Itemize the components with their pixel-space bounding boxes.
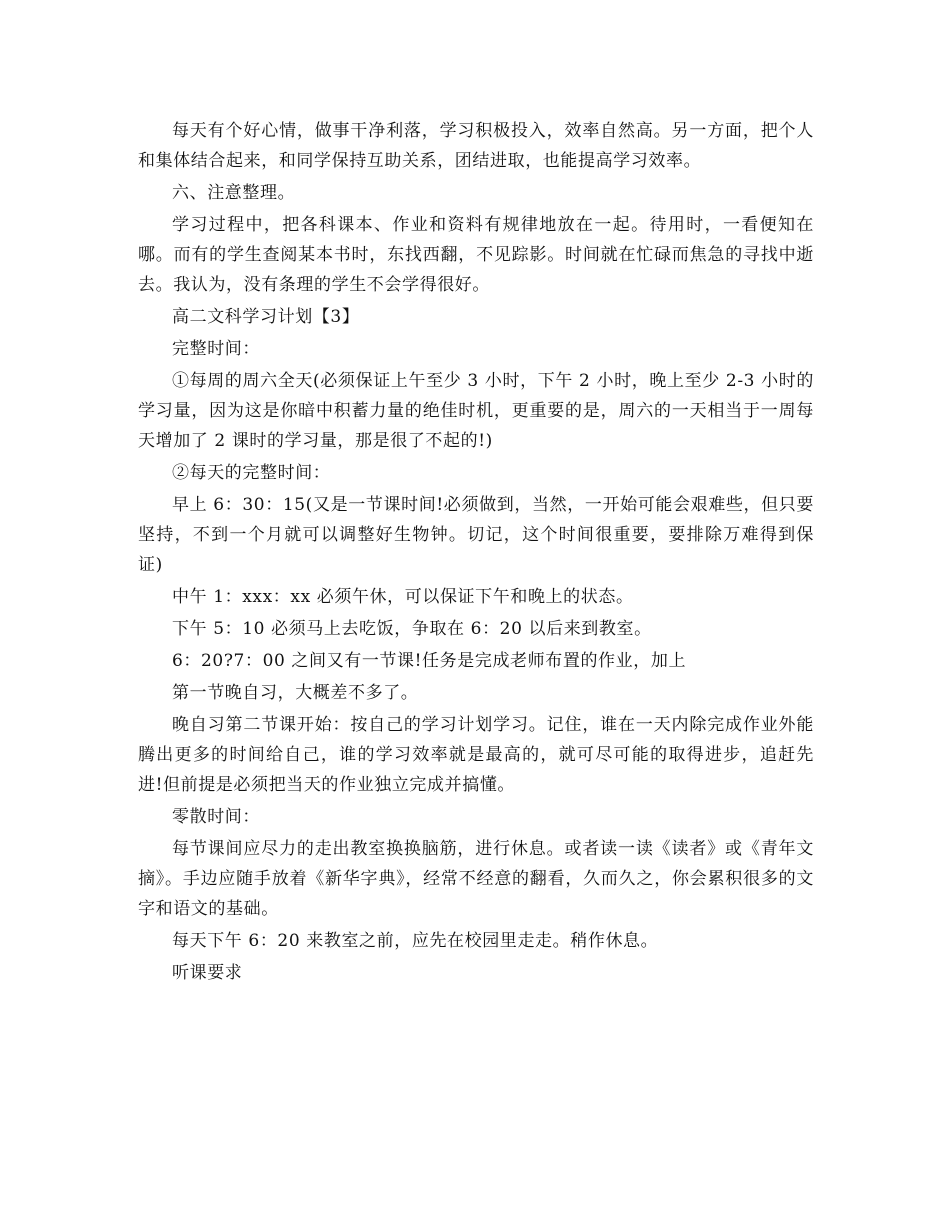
paragraph-afternoon: 下午 5：10 必须马上去吃饭，争取在 6：20 以后来到教室。 [172, 619, 652, 639]
paragraph-breaks: 每节课间应尽力的走出教室换换脑筋，进行休息。或者读一读《读者》或《青年文摘》。手边应随手放着《新华字典》，经常不经意的翻看，久而久之，你会累积很多的文字和语文的基础。 [138, 839, 814, 919]
section-heading-full-time: 完整时间： [172, 339, 260, 359]
paragraph-second-self-study: 晚自习第二节课开始：按自己的学习计划学习。记住，谁在一天内除完成作业外能腾出更多的时间给自己，谁的学习效率就是最高的，就可尽可能的取得进步，追赶先进!但前提是必须把当天的作业独立完成并搞懂。 [138, 715, 814, 795]
paragraph-saturday: ①每周的周六全天(必须保证上午至少 3 小时，下午 2 小时，晚上至少 2-3 小时的学习量，因为这是你暗中积蓄力量的绝佳时机，更重要的是，周六的一天相当于一周每天增加了 2 课时的学习量，那是很了不起的!) [138, 371, 814, 451]
paragraph-first-self-study: 第一节晚自习，大概差不多了。 [172, 683, 419, 703]
paragraph-evening-class: 6：20?7：00 之间又有一节课!任务是完成老师布置的作业，加上 [172, 651, 687, 671]
paragraph-morning: 早上 6：30：15(又是一节课时间!必须做到，当然，一开始可能会艰难些，但只要坚持，不到一个月就可以调整好生物钟。切记，这个时间很重要，要排除万难得到保证) [138, 495, 814, 575]
paragraph-noon: 中午 1：xxx：xx 必须午休，可以保证下午和晚上的状态。 [172, 587, 634, 607]
paragraph-walk: 每天下午 6：20 来教室之前，应先在校园里走走。稍作休息。 [172, 931, 659, 951]
section-heading-organize: 六、注意整理。 [172, 183, 296, 203]
paragraph-organize: 学习过程中，把各科课本、作业和资料有规律地放在一起。待用时，一看便知在哪。而有的学生查阅某本书时，东找西翻，不见踪影。时间就在忙碌而焦急的寻找中逝去。我认为，没有条理的学生不会学得很好。 [138, 215, 814, 295]
document-page [138, 116, 814, 990]
section-heading-spare-time: 零散时间： [172, 807, 260, 827]
section-heading-daily-time: ②每天的完整时间： [172, 463, 331, 483]
section-heading-lecture-requirements: 听课要求 [172, 963, 243, 983]
paragraph-mood-efficiency: 每天有个好心情，做事干净利落，学习积极投入，效率自然高。另一方面，把个人和集体结合起来，和同学保持互助关系，团结进取，也能提高学习效率。 [138, 121, 814, 171]
plan-title: 高二文科学习计划【3】 [172, 307, 360, 327]
